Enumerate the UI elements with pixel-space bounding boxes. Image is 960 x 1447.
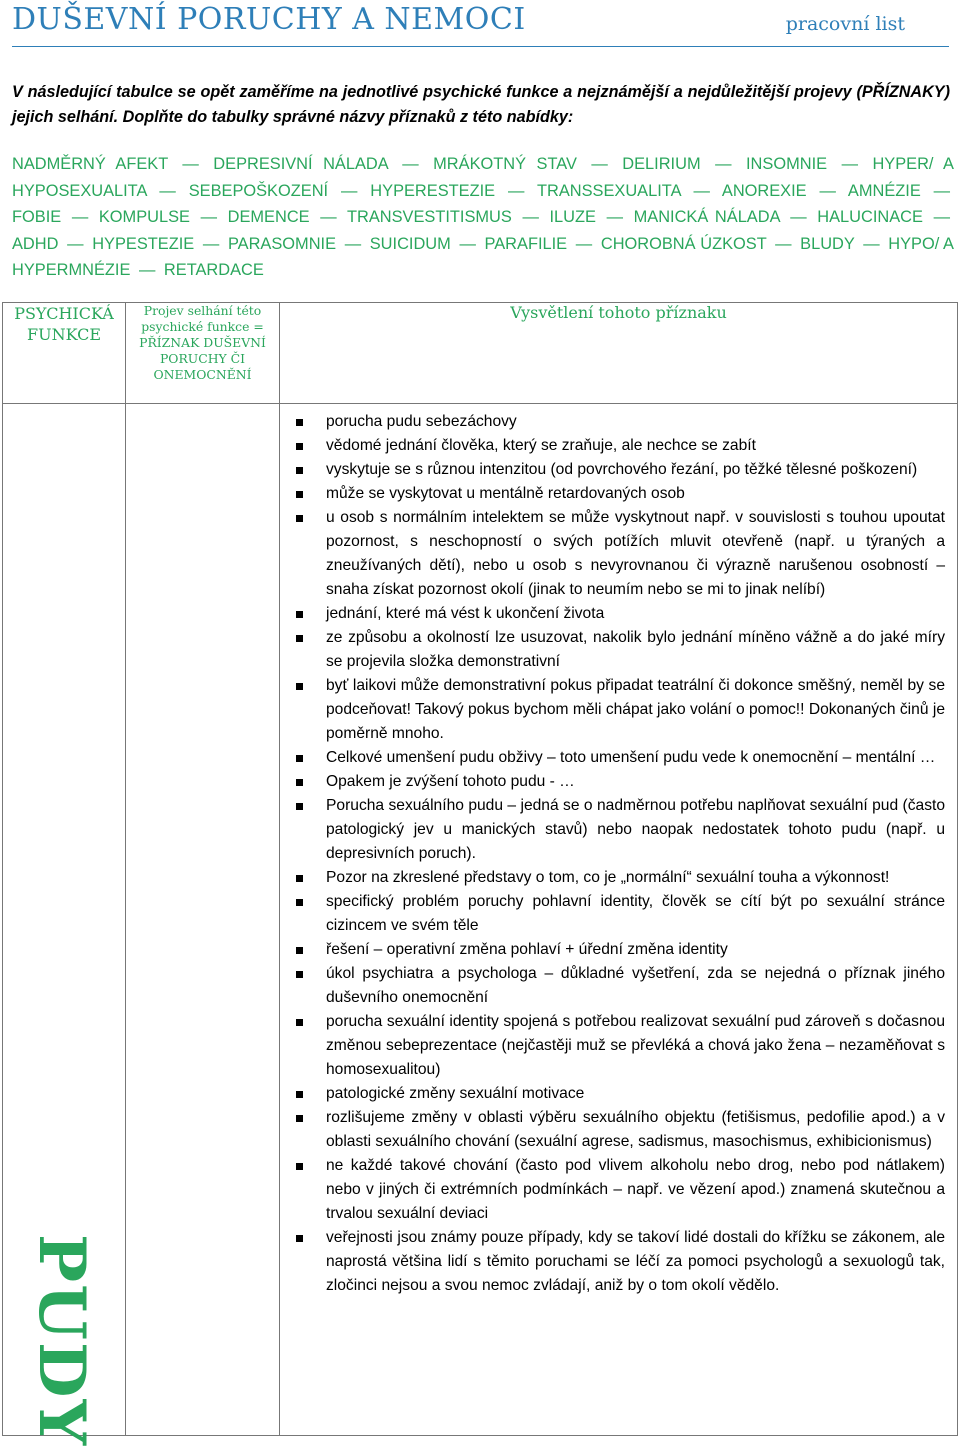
explanation-item: veřejnosti jsou známy pouze případy, kdy se takoví lidé dostali do křížku se zákonem, ale naprostá většina lidí s těmito poruchami se léčí za pomoci psychologů a sexuologů tak, zločinci nejsou a svou nemoc zvládají, aniž by o tom okolí vědělo. <box>290 1226 945 1298</box>
word-separator: — <box>159 181 176 200</box>
word-bank-item: NADMĚRNÝ AFEKT <box>12 155 168 173</box>
explanation-item: ze způsobu a okolností lze usuzovat, nakolik bylo jednání míněno vážně a do jaké míry se projevila složka demonstrativní <box>290 626 945 674</box>
word-bank-item: HYPO/ A HYPERMNÉZIE <box>12 234 954 279</box>
word-separator: — <box>320 208 337 226</box>
word-separator: — <box>841 155 858 173</box>
word-separator: — <box>591 155 608 173</box>
word-bank-item: SEBEPOŠKOZENÍ <box>188 181 329 200</box>
word-separator: — <box>67 234 84 253</box>
word-separator: — <box>575 234 593 253</box>
word-bank-item: DEMENCE <box>227 208 310 226</box>
word-separator: — <box>775 234 792 253</box>
word-bank-item: KOMPULSE <box>98 208 190 226</box>
table-header-row <box>3 303 958 404</box>
explanation-item: patologické změny sexuální motivace <box>290 1082 945 1106</box>
explanation-item: úkol psychiatra a psychologa – důkladné vyšetření, zda se nejedná o příznak jiného duševního onemocnění <box>290 962 945 1010</box>
word-separator: — <box>182 155 199 173</box>
word-bank-item: HYPER/ A HYPOSEXUALITA <box>12 155 954 200</box>
page-title: DUŠEVNÍ PORUCHY A NEMOCI <box>12 2 526 37</box>
explanation-item: Pozor na zkreslené představy o tom, co je „normální“ sexuální touha a výkonnost! <box>290 866 945 890</box>
word-separator: — <box>344 234 362 253</box>
symptom-answer-cell[interactable] <box>126 404 280 1436</box>
word-bank-item: SUICIDUM <box>369 234 451 253</box>
word-bank-item: MRÁKOTNÝ STAV <box>433 155 577 173</box>
explanation-item: Porucha sexuálního pudu – jedná se o nadměrnou potřebu naplňovat sexuální pud (často patologický jev u manických stavů) nebo naopak nedostatek tohoto pudu (např. u depresivních poruch). <box>290 794 945 866</box>
word-bank-item: BLUDY <box>800 234 855 253</box>
word-bank-item: ANOREXIE <box>721 181 807 200</box>
word-bank-item: ADHD <box>12 234 59 253</box>
symptom-table <box>2 302 958 1447</box>
word-separator: — <box>138 261 156 279</box>
word-bank-item: CHOROBNÁ ÚZKOST <box>600 234 767 253</box>
word-separator: — <box>402 155 419 173</box>
word-bank-item: HALUCINACE <box>817 208 923 226</box>
word-separator: — <box>790 208 807 226</box>
word-bank-item: MANICKÁ NÁLADA <box>633 208 780 226</box>
word-separator: — <box>863 234 880 253</box>
word-bank-item: INSOMNIE <box>746 155 828 173</box>
word-bank-item: ILUZE <box>549 208 596 226</box>
explanation-item: Celkové umenšení pudu obživy – toto umenšení pudu vede k onemocnění – mentální … <box>290 746 945 770</box>
word-separator: — <box>693 181 710 200</box>
header-explanation: Vysvětlení tohoto příznaku <box>280 303 958 404</box>
explanation-item: specifický problém poruchy pohlavní identity, člověk se cítí být po sexuální stránce cizincem ve svém těle <box>290 890 945 938</box>
table-body-row <box>3 404 958 1436</box>
word-separator: — <box>933 181 951 200</box>
explanation-item: porucha pudu sebezáchovy <box>290 410 945 434</box>
word-bank-item: TRANSVESTITISMUS <box>346 208 512 226</box>
explanation-item: ne každé takové chování (často pod vlivem alkoholu nebo drog, nebo pod nátlakem) nebo v jiných či extrémních podmínkách – např. ve vězení apod.) znamená skutečnou a trvalou sexuální deviaci <box>290 1154 945 1226</box>
explanation-item: může se vyskytovat u mentálně retardovaných osob <box>290 482 945 506</box>
word-bank-item: DEPRESIVNÍ NÁLADA <box>213 155 388 173</box>
explanation-item: porucha sexuální identity spojená s potřebou realizovat sexuální pud zároveň s dočasnou změnou sebeprezentace (nejčastěji muž se převléká a chová jako žena – nezaměňovat s homosexualitou) <box>290 1010 945 1082</box>
explanation-item: vědomé jednání člověka, který se zraňuje, ale nechce se zabít <box>290 434 945 458</box>
header-symptom: Projev selhání této psychické funkce = PŘÍZNAK DUŠEVNÍ PORUCHY ČI ONEMOCNĚNÍ <box>126 303 280 404</box>
explanation-item: jednání, které má vést k ukončení života <box>290 602 945 626</box>
word-bank-item: DELIRIUM <box>622 155 701 173</box>
explanation-item: řešení – operativní změna pohlaví + úřední změna identity <box>290 938 945 962</box>
category-label: PUDY <box>24 1234 99 1447</box>
word-bank-item: PARAFILIE <box>484 234 568 253</box>
word-separator: — <box>507 181 525 200</box>
word-bank-item: HYPERESTEZIE <box>370 181 496 200</box>
page-header <box>12 0 949 47</box>
explanation-item: Opakem je zvýšení tohoto pudu - … <box>290 770 945 794</box>
explanation-item: vyskytuje se s různou intenzitou (od povrchového řezání, po těžké tělesné poškození) <box>290 458 945 482</box>
word-separator: — <box>606 208 623 226</box>
word-bank <box>12 151 954 284</box>
page-subtitle: pracovní list <box>785 13 905 35</box>
header-function: PSYCHICKÁ FUNKCE <box>3 303 126 404</box>
intro-text: V následující tabulce se opět zaměříme na jednotlivé psychické funkce a nejznámější a nejdůležitější projevy (PŘÍZNAKY) jejich selhání. Doplňte do tabulky správné názvy příznaků z této nabídky: <box>12 83 950 126</box>
explanation-item: rozlišujeme změny v oblasti výběru sexuálního objektu (fetišismus, pedofilie apod.) a v oblasti sexuálního chování (sexuální agrese, sadismus, masochismus, exhibicionismus) <box>290 1106 945 1154</box>
word-separator: — <box>200 208 217 226</box>
word-bank-item: PARASOMNIE <box>227 234 337 253</box>
word-bank-item: HYPESTEZIE <box>92 234 195 253</box>
word-separator: — <box>715 155 732 173</box>
word-separator: — <box>819 181 836 200</box>
word-bank-item: TRANSSEXUALITA <box>536 181 681 200</box>
explanation-item: byť laikovi může demonstrativní pokus připadat teatrální či dokonce směšný, neměl by se podceňovat! Takový pokus bychom měli chápat jako volání o pomoc!! Dokonaných činů je poměrně mnoho. <box>290 674 945 746</box>
explanation-item: u osob s normálním intelektem se může vyskytnout např. v souvislosti s touhou upoutat pozornost, s neschopností o svých potížích mluvit otevřeně (např. u týraných a zneužívaných dětí), nebo u osob s nevyrovnanou či výrazně narušenou osobností – snaha získat pozornost okolí (jinak to neumím nebo se mi to jinak nelíbí) <box>290 506 945 602</box>
word-separator: — <box>933 208 950 226</box>
explanation-cell <box>280 404 958 1436</box>
category-cell <box>3 404 126 1447</box>
explanation-list <box>290 410 945 1298</box>
word-separator: — <box>202 234 220 253</box>
word-bank-item: RETARDACE <box>163 261 264 279</box>
word-separator: — <box>522 208 539 226</box>
word-separator: — <box>71 208 89 226</box>
word-separator: — <box>341 181 358 200</box>
word-bank-item: AMNÉZIE <box>847 181 921 200</box>
word-separator: — <box>459 234 476 253</box>
word-bank-item: FOBIE <box>12 208 62 226</box>
